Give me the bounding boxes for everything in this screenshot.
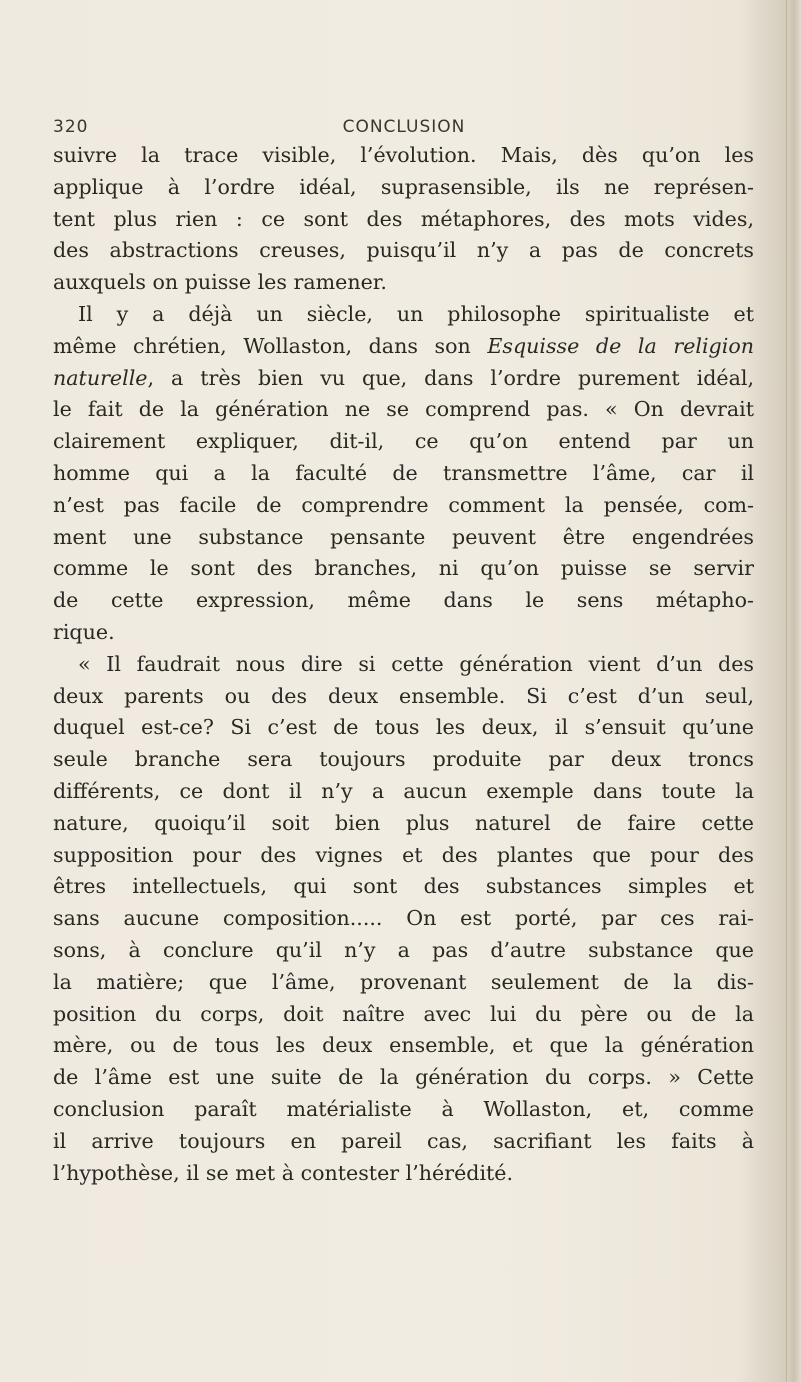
- page-number: 320: [53, 117, 89, 137]
- text-segment: même chrétien, Wollaston, dans son: [53, 333, 488, 358]
- text-line: n’est pas facile de comprendre comment la pensée, com-: [53, 492, 754, 517]
- text-line: clairement expliquer, dit-il, ce qu’on entend par un: [53, 429, 754, 454]
- text-line: tent plus rien : ce sont des métaphores, des mots vides,: [53, 206, 754, 231]
- text-segment: , a très bien vu que, dans l’ordre purement idéal,: [147, 365, 754, 390]
- text-line: Il y a déjà un siècle, un philosophe spiritualiste et: [78, 301, 754, 326]
- page-edge: [786, 0, 801, 1382]
- text-line: « Il faudrait nous dire si cette génération vient d’un des: [78, 651, 754, 676]
- text-line: l’hypothèse, il se met à contester l’hérédité.: [53, 1160, 514, 1185]
- text-line: conclusion paraît matérialiste à Wollaston, et, comme: [53, 1096, 754, 1121]
- text-line: auxquels on puisse les ramener.: [53, 270, 387, 295]
- text-line: différents, ce dont il n’y a aucun exemple dans toute la: [53, 778, 754, 803]
- text-line: des abstractions creuses, puisqu’il n’y a pas de concrets: [53, 238, 754, 263]
- text-line: homme qui a la faculté de transmettre l’âme, car il: [53, 460, 754, 485]
- text-line: mère, ou de tous les deux ensemble, et que la génération: [53, 1033, 754, 1058]
- text-line: seule branche sera toujours produite par deux troncs: [53, 747, 754, 772]
- text-line: [53, 331, 754, 363]
- text-line: nature, quoiqu’il soit bien plus naturel de faire cette: [53, 810, 754, 835]
- body-text: [53, 140, 754, 1189]
- text-line: deux parents ou des deux ensemble. Si c’est d’un seul,: [53, 683, 754, 708]
- text-line: de l’âme est une suite de la génération du corps. » Cette: [53, 1065, 754, 1090]
- book-title: Esquisse de la religion: [487, 333, 754, 358]
- text-line: comme le sont des branches, ni qu’on puisse se servir: [53, 556, 754, 581]
- text-line: suivre la trace visible, l’évolution. Mais, dès qu’on les: [53, 143, 754, 167]
- text-line: rique.: [53, 619, 115, 644]
- text-line: position du corps, doit naître avec lui du père ou de la: [53, 1001, 754, 1026]
- text-line: le fait de la génération ne se comprend pas. « On devrait: [53, 397, 754, 422]
- text-line: sans aucune composition..... On est porté, par ces rai-: [53, 906, 754, 931]
- text-line: [53, 363, 754, 395]
- text-line: duquel est-ce? Si c’est de tous les deux, il s’ensuit qu’une: [53, 715, 754, 740]
- running-head: CONCLUSION: [342, 117, 466, 137]
- text-line: applique à l’ordre idéal, suprasensible, ils ne représen-: [53, 174, 754, 199]
- text-line: ment une substance pensante peuvent être engendrées: [53, 524, 754, 549]
- text-line: de cette expression, même dans le sens métapho-: [53, 588, 754, 613]
- text-line: la matière; que l’âme, provenant seulement de la dis-: [53, 969, 754, 994]
- text-line: sons, à conclure qu’il n’y a pas d’autre substance que: [53, 937, 754, 962]
- text-line: êtres intellectuels, qui sont des substances simples et: [53, 874, 754, 899]
- text-line: supposition pour des vignes et des plantes que pour des: [53, 842, 754, 867]
- text-line: il arrive toujours en pareil cas, sacrifiant les faits à: [53, 1128, 754, 1153]
- book-title: naturelle: [53, 365, 148, 390]
